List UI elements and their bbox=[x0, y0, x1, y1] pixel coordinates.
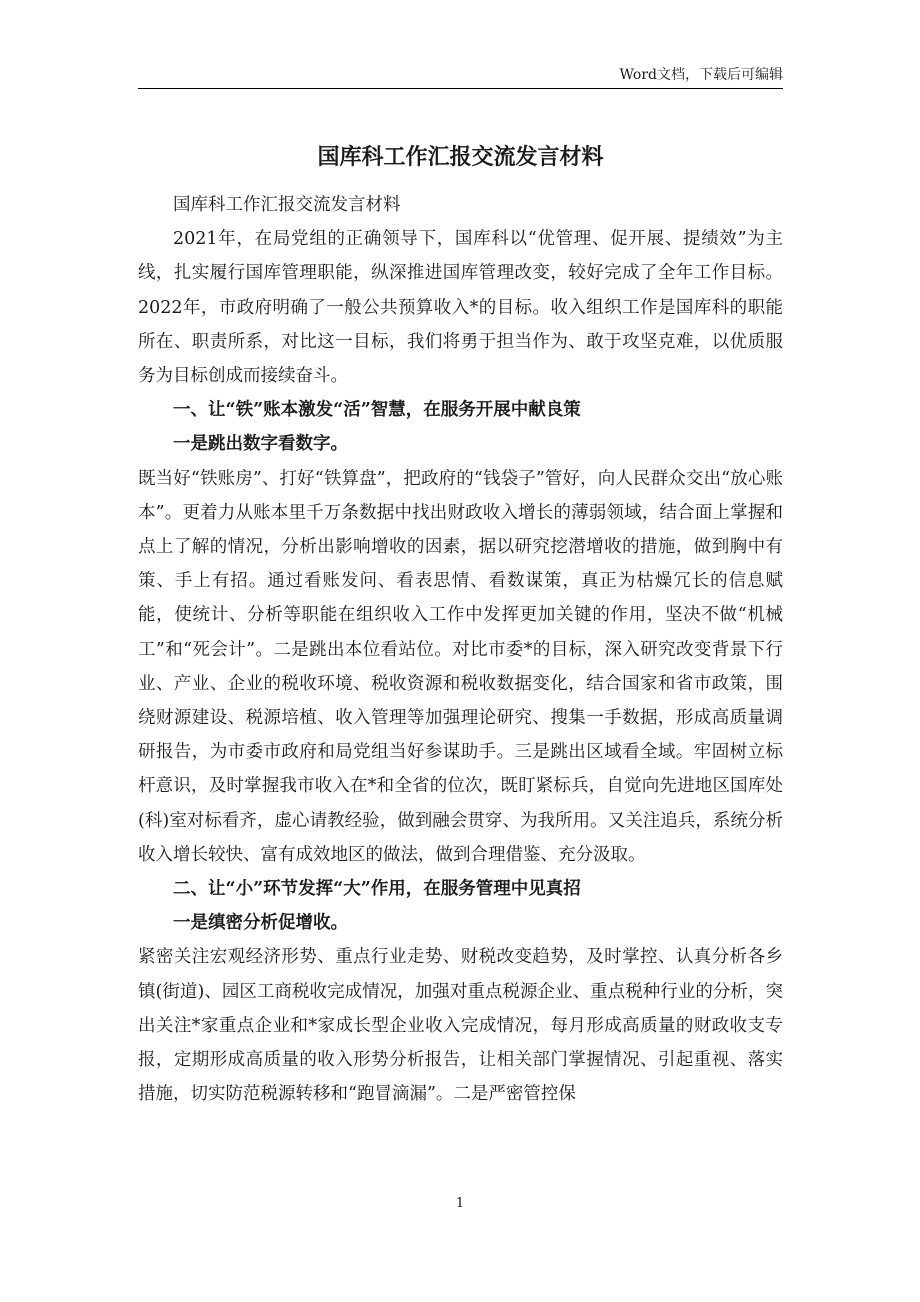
document-title: 国库科工作汇报交流发言材料 bbox=[317, 144, 604, 170]
section-heading-1: 一、让“铁”账本激发“活”智慧，在服务开展中献良策 bbox=[173, 400, 581, 421]
subheading-2-1: 一是缜密分析促增收。 bbox=[173, 913, 348, 934]
paragraph-subtitle: 国库科工作汇报交流发言材料 bbox=[173, 195, 401, 215]
page-number: 1 bbox=[455, 1196, 465, 1211]
section-heading-2: 二、让“小”环节发挥“大”作用，在服务管理中见真招 bbox=[173, 879, 581, 900]
paragraph-body-2: 紧密关注宏观经济形势、重点行业走势、财税改变趋势，及时掌控、认真分析各乡镇(街道)、园区工商税收完成情况，加强对重点税源企业、重点税种行业的分析，突出关注*家重点企业和*家成长型企业收入完成情况，每月形成高质量的财政收支专报，定期形成高质量的收入形势分析报告，让相关部门掌握情况、引起重视、落实措施，切实防范税源转移和“跑冒滴漏”。二是严密管控保 bbox=[138, 947, 783, 1105]
document-body bbox=[138, 140, 783, 1111]
subheading-1-1: 一是跳出数字看数字。 bbox=[173, 434, 348, 455]
paragraph-intro: 2021年，在局党组的正确领导下，国库科以“优管理、促开展、提绩效”为主线，扎实履行国库管理职能，纵深推进国库管理改变，较好完成了全年工作目标。2022年，市政府明确了一般公共预算收入*的目标。收入组织工作是国库科的职能所在、职责所系，对比这一目标，我们将勇于担当作为、敢于攻坚克难，以优质服务为目标创成而接续奋斗。 bbox=[138, 229, 783, 387]
paragraph-body-1: 既当好“铁账房”、打好“铁算盘”，把政府的“钱袋子”管好，向人民群众交出“放心账本”。更着力从账本里千万条数据中找出财政收入增长的薄弱领域，结合面上掌握和点上了解的情况，分析出影响增收的因素，据以研究挖潜增收的措施，做到胸中有策、手上有招。通过看账发问、看表思情、看数谋策，真正为枯燥冗长的信息赋能，使统计、分析等职能在组织收入工作中发挥更加关键的作用，坚决不做“机械工”和“死会计”。二是跳出本位看站位。对比市委*的目标，深入研究改变背景下行业、产业、企业的税收环境、税收资源和税收数据变化，结合国家和省市政策，围绕财源建设、税源培植、收入管理等加强理论研究、搜集一手数据，形成高质量调研报告，为市委市政府和局党组当好参谋助手。三是跳出区域看全域。牢固树立标杆意识，及时掌握我市收入在*和全省的位次，既盯紧标兵，自觉向先进地区国库处(科)室对标看齐，虚心请教经验，做到融会贯穿、为我所用。又关注追兵，系统分析收入增长较快、富有成效地区的做法，做到合理借鉴、充分汲取。 bbox=[138, 468, 783, 865]
page-header: Word文档，下载后可编辑 bbox=[138, 66, 783, 89]
